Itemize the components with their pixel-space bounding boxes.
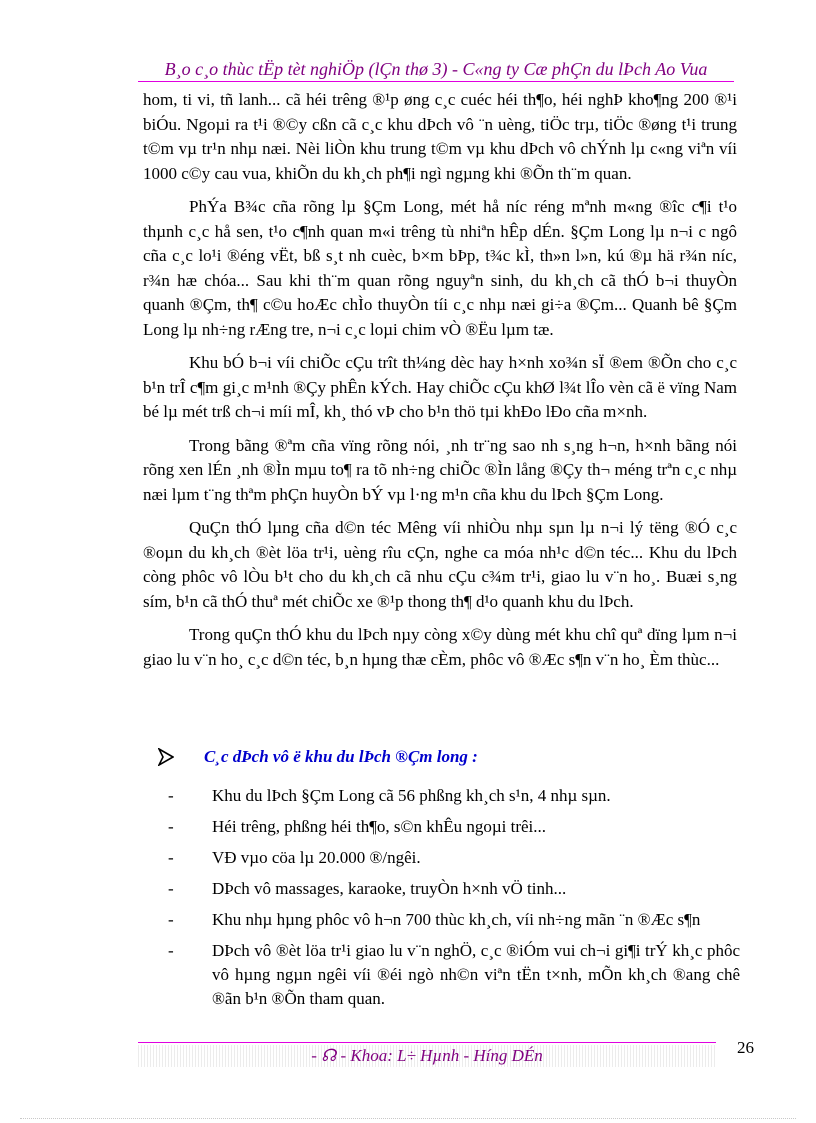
list-item-text: Héi trêng, phßng héi th¶o, s©n khÊu ngoµi trêi... <box>212 817 547 836</box>
header-title: B¸o c¸o thùc tËp tèt nghiÖp (lÇn thø 3) - C«ng ty Cæ phÇn du lÞch Ao Vua <box>164 59 708 79</box>
body-paragraph-6: Trong quÇn thÓ khu du lÞch nµy còng x©y dùng mét khu chî quª dïng lµm n¬i giao lu v¨n ho¸ c¸c d©n téc, b¸n hµng thæ cÈm, phôc vô ®Æc s¶n v¨n ho¸ Èm thùc... <box>143 625 737 669</box>
list-item <box>160 939 740 1011</box>
footer-text: - ☊ - Khoa: L÷ Hµnh - Híng DÉn <box>311 1046 543 1065</box>
body-paragraph-4: Trong bãng ®ªm cña vïng rõng nói, ¸nh tr¨ng sao nh s¸ng h¬n, h×nh bãng nói rõng xen lÉn ¸nh ®Ìn mµu to¶ ra tõ nh÷ng chiÕc ®Ìn lång ®Çy th¬ méng trªn c¸c nhµ næi lµm t¨ng thªm phÇn huyÒn bÝ vµ l·ng m¹n cña khu du lÞch §Çm Long. <box>143 435 737 504</box>
dash-bullet-icon: - <box>168 941 174 960</box>
page-number: 26 <box>737 1038 754 1057</box>
header-divider <box>138 81 734 82</box>
list-item-text: VÐ vµo cöa lµ 20.000 ®/ngêi. <box>212 848 421 867</box>
body-paragraph-1: hom, ti vi, tñ lanh... cã héi trêng ®¹p øng c¸c cuéc héi th¶o, héi nghÞ kho¶ng 200 ®¹i biÓu. Ngoµi ra t¹i ®©y cßn cã c¸c khu dÞch vô ¨n uèng, tiÖc trµ, tiÖc ®øng t¹i trung t©m vµ tr¹n nhµ næi. Nèi liÒn khu trung t©m vµ khu dÞch vô chÝnh lµ c«ng viªn víi 1000 c©y cau vua, khiÕn du kh¸ch ph¶i ngì ngµng khi ®Õn th¨m quan. <box>143 90 737 183</box>
list-item <box>160 846 740 870</box>
body-text <box>143 88 737 681</box>
section-heading <box>158 744 718 770</box>
services-list <box>160 784 740 1018</box>
page-bottom-border <box>20 1118 796 1119</box>
dash-bullet-icon: - <box>168 879 174 898</box>
list-item-text: DÞch vô ®èt löa tr¹i giao lu v¨n nghÖ, c¸c ®iÓm vui ch¬i gi¶i trÝ kh¸c phôc vô hµng ngµn ngêi víi ®éi ngò nh©n viªn tËn t×nh, mÕn kh¸ch ®ang chê ®ãn b¹n ®Õn tham quan. <box>212 941 740 1008</box>
list-item <box>160 815 740 839</box>
list-item-text: Khu du lÞch §Çm Long cã 56 phßng kh¸ch s¹n, 4 nhµ sµn. <box>212 786 611 805</box>
list-item <box>160 877 740 901</box>
dash-bullet-icon: - <box>168 910 174 929</box>
section-heading-text: C¸c dÞch vô ë khu du lÞch ®Çm long : <box>204 747 478 766</box>
dash-bullet-icon: - <box>168 848 174 867</box>
body-paragraph-5: QuÇn thÓ lµng cña d©n téc Mêng víi nhiÒu nhµ sµn lµ n¬i lý tëng ®Ó c¸c ®oµn du kh¸ch ®èt löa tr¹i, uèng rîu cÇn, nghe ca móa nh¹c d©n téc... Khu du lÞch còng phôc vô lÒu b¹t cho du kh¸ch cã nhu cÇu c¾m tr¹i, giao lu v¨n ho¸. Buæi s¸ng sím, b¹n cã thÓ thuª mét chiÕc xe ®¹p thong th¶ d¹o quanh khu du lÞch. <box>143 518 737 611</box>
arrow-bullet-icon <box>158 748 174 766</box>
body-paragraph-2: PhÝa B¾c cña rõng lµ §Çm Long, mét hå níc réng mªnh m«ng ®îc c¶i t¹o thµnh c¸c hå sen, t¹o c¶nh quan m«i trêng tù nhiªn hÊp dÉn. §Çm Long lµ n¬i c ngô cña c¸c lo¹i ®éng vËt, bß s¸t nh cuèc, b×m bÞp, t¾c kÌ, th»n l»n, kú ®µ hä r¾n níc, r¾n hæ chóa... Sau khi th¨m quan rõng nguyªn sinh, du kh¸ch cã thÓ b¬i thuyÒn quanh ®Çm, th¶ c©u hoÆc chÌo thuyÒn tíi c¸c nhµ næi gi÷a ®Çm... Quanh bê §Çm Long lµ nh÷ng rÆng tre, n¬i c¸c loµi chim vÒ ®Ëu lµm tæ. <box>143 197 737 339</box>
body-paragraph-3: Khu bÓ b¬i víi chiÕc cÇu trît th¼ng dèc hay h×nh xo¾n sÏ ®em ®Õn cho c¸c b¹n trÎ c¶m gi¸c m¹nh ®Çy phÊn kÝch. Hay chiÕc cÇu khØ l¾t lÎo vèn cã ë vïng Nam bé lµ mét trß ch¬i míi mÎ, kh¸ thó vÞ cho b¹n thö tµi khÐo lÐo cña m×nh. <box>143 353 737 421</box>
list-item <box>160 784 740 808</box>
dash-bullet-icon: - <box>168 817 174 836</box>
dash-bullet-icon: - <box>168 786 174 805</box>
list-item-text: DÞch vô massages, karaoke, truyÒn h×nh vÖ tinh... <box>212 879 567 898</box>
list-item-text: Khu nhµ hµng phôc vô h¬n 700 thùc kh¸ch, víi nh÷ng mãn ¨n ®Æc s¶n <box>212 910 701 929</box>
footer-divider <box>138 1042 716 1043</box>
list-item <box>160 908 740 932</box>
